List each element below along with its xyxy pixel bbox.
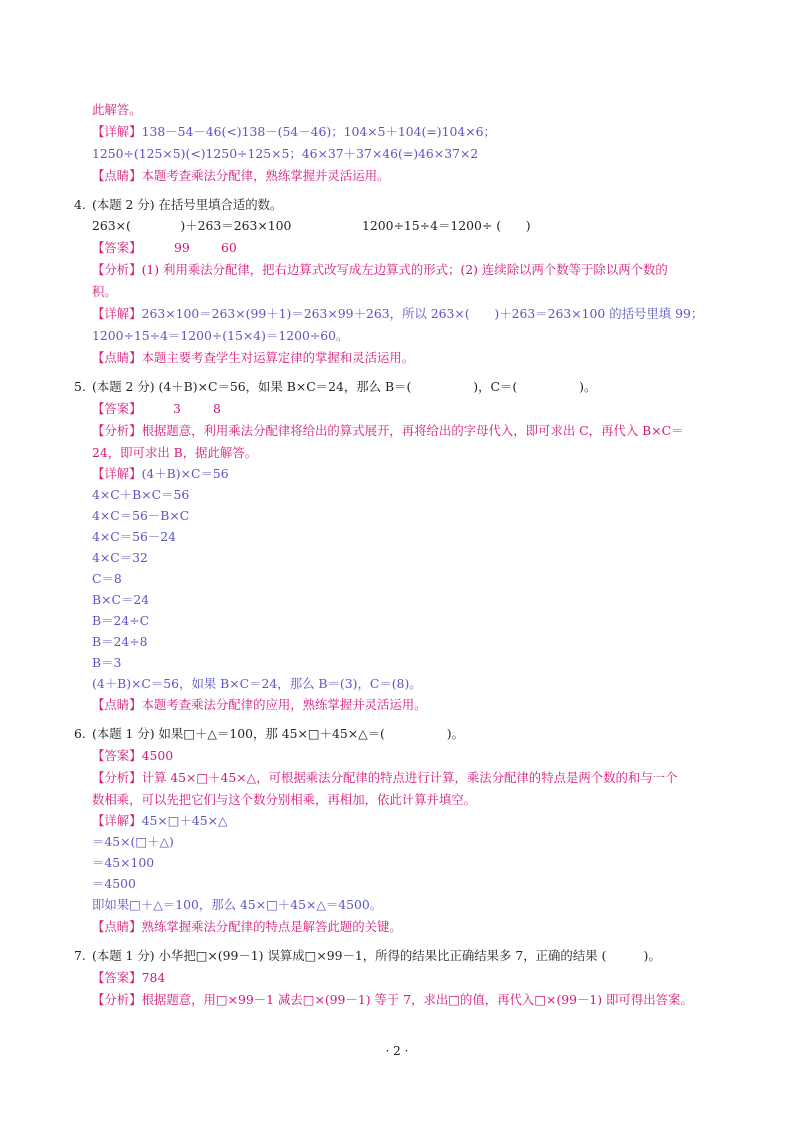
q4-expression-1: 263×( )＋263＝263×100 [92, 218, 292, 233]
q5-answer [92, 401, 142, 417]
detail-text: 138－54－46(<)138－(54－46)；104×5＋104(=)104×6； [141, 124, 496, 139]
q6-stem: (本题 1 分) 如果□＋△＝100，那 45×□＋45×△＝( )。 [92, 726, 465, 741]
q6-analysis-line-1 [92, 770, 678, 786]
q5-step: 4×C＝56－B×C [92, 508, 190, 523]
q5-comment [92, 697, 427, 713]
q4-detail-line-2: 1200÷15÷4＝1200÷(15×4)＝1200÷60。 [92, 328, 349, 343]
q5-step: 4×C＝32 [92, 550, 148, 565]
q4-analysis-line-2: 积。 [92, 284, 117, 299]
detail-step: (4＋B)×C＝56 [141, 466, 229, 481]
q5-step: B＝3 [92, 655, 122, 670]
comment-text: 本题考查乘法分配律，熟练掌握并灵活运用。 [141, 168, 390, 183]
q6-step: ＝4500 [92, 876, 136, 891]
detail-tag: 【详解】 [92, 466, 142, 481]
q5-step: (4＋B)×C＝56，如果 B×C＝24，那么 B＝(3)，C＝(8)。 [92, 676, 422, 691]
comment-text: 本题主要考查学生对运算定律的掌握和灵活运用。 [141, 350, 415, 365]
detail-tag: 【详解】 [92, 306, 142, 321]
analysis-text: 根据题意，用□×99－1 减去□×(99－1) 等于 7，求出□的值，再代入□×(99－1) 即可得出答案。 [141, 992, 693, 1007]
detail-text: 263×100＝263×(99＋1)＝263×99＋263，所以 263×( )＋263＝263×100 的括号里填 99； [141, 306, 704, 321]
answer-tag: 【答案】 [92, 401, 142, 416]
comment-tag: 【点睛】 [92, 919, 142, 934]
detail-tag: 【详解】 [92, 813, 142, 828]
q3-continuation: 此解答。 [92, 102, 142, 117]
q4-analysis-line-1 [92, 262, 668, 278]
q6-step: ＝45×100 [92, 855, 155, 870]
q6-step: ＝45×(□＋△) [92, 834, 174, 849]
q5-analysis-line-1 [92, 423, 684, 439]
answer-value: 784 [141, 970, 166, 985]
q6-detail-line-1 [92, 813, 228, 829]
comment-tag: 【点睛】 [92, 350, 142, 365]
answer-tag: 【答案】 [92, 970, 142, 985]
q4-answer-2: 60 [221, 240, 237, 255]
q3-detail-line-2: 1250÷(125×5)(<)1250÷125×5；46×37＋37×46(=)46×37×2 [92, 146, 479, 161]
analysis-text: 计算 45×□＋45×△，可根据乘法分配律的特点进行计算，乘法分配律的特点是两个数的和与一个 [141, 770, 678, 785]
comment-text: 本题考查乘法分配律的应用，熟练掌握并灵活运用。 [141, 697, 427, 712]
analysis-tag: 【分析】 [92, 770, 142, 785]
q5-stem: (本题 2 分) (4＋B)×C＝56，如果 B×C＝24，那么 B＝( )，C＝( )。 [92, 379, 597, 394]
q4-stem: (本题 2 分) 在括号里填合适的数。 [92, 197, 283, 212]
q5-answer-2: 8 [213, 401, 221, 416]
page-number: · 2 · [385, 1044, 409, 1058]
q6-answer [92, 748, 173, 764]
q5-answer-1: 3 [173, 401, 181, 416]
q3-detail-line-1 [92, 124, 496, 140]
q7-analysis-line-1 [92, 992, 693, 1008]
q5-step: B＝24÷8 [92, 634, 148, 649]
q5-step: 4×C＝56－24 [92, 529, 177, 544]
comment-tag: 【点睛】 [92, 168, 142, 183]
q6-comment [92, 919, 402, 935]
q3-comment [92, 168, 389, 184]
analysis-tag: 【分析】 [92, 992, 142, 1007]
q5-analysis-line-2: 24，即可求出 B，据此解答。 [92, 445, 258, 460]
analysis-text: (1) 利用乘法分配律，把右边算式改写成左边算式的形式；(2) 连续除以两个数等于除以两个数的 [141, 262, 668, 277]
q7-stem: (本题 1 分) 小华把□×(99－1) 误算成□×99－1，所得的结果比正确结果多 7，正确的结果 ( )。 [92, 948, 661, 963]
q6-number: 6. [74, 726, 86, 741]
q4-expression-2: 1200÷15÷4＝1200÷ ( ) [362, 218, 531, 233]
q5-step: C＝8 [92, 571, 122, 586]
detail-tag: 【详解】 [92, 124, 142, 139]
analysis-tag: 【分析】 [92, 423, 142, 438]
q5-step: B×C＝24 [92, 592, 150, 607]
comment-tag: 【点睛】 [92, 697, 142, 712]
q4-answer-1: 99 [174, 240, 190, 255]
q5-number: 5. [74, 379, 86, 394]
q5-step: B＝24÷C [92, 613, 150, 628]
answer-value: 4500 [141, 748, 174, 763]
q7-number: 7. [74, 948, 86, 963]
q7-answer [92, 970, 165, 986]
q4-comment [92, 350, 414, 366]
q6-step: 即如果□＋△＝100，那么 45×□＋45×△＝4500。 [92, 897, 383, 912]
answer-tag: 【答案】 [92, 748, 142, 763]
q5-step: 4×C＋B×C＝56 [92, 487, 190, 502]
q4-detail-line-1 [92, 306, 703, 322]
analysis-tag: 【分析】 [92, 262, 142, 277]
q4-answer [92, 240, 142, 256]
q6-analysis-line-2: 数相乘，可以先把它们与这个数分别相乘，再相加，依此计算并填空。 [92, 792, 477, 807]
q4-number: 4. [74, 197, 86, 212]
analysis-text: 根据题意，利用乘法分配律将给出的算式展开，再将给出的字母代入，即可求出 C，再代入 B×C＝ [141, 423, 684, 438]
comment-text: 熟练掌握乘法分配律的特点是解答此题的关键。 [141, 919, 402, 934]
answer-tag: 【答案】 [92, 240, 142, 255]
q5-detail-line-1 [92, 466, 229, 482]
detail-step: 45×□＋45×△ [141, 813, 228, 828]
